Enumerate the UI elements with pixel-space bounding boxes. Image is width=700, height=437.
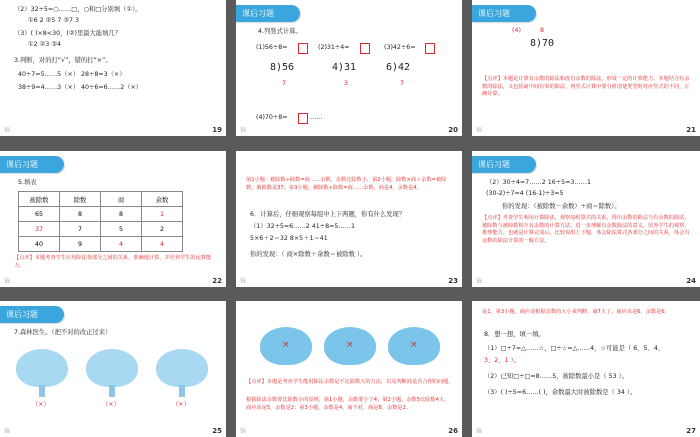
s27-line-5: （3）( )÷5=6……( )，余数最大时被除数是（ 34 ）。 <box>484 389 637 396</box>
footer-mark: 锦 <box>4 278 11 285</box>
s26-mark-3: × <box>410 340 418 350</box>
s19-line-7: 38÷9=4……3（×） 40÷6=6……2（×） <box>18 84 143 91</box>
s20-answer-3: 7 <box>400 80 405 87</box>
s22-note: 【点评】本题考查学生应用除法各部分之间的关系，准确地计算，并培养学生的运算能力。 <box>14 255 212 269</box>
footer-mark: 锦 <box>4 127 11 134</box>
table-cell: 7 <box>60 222 101 237</box>
s21-quotient: 8 <box>540 27 545 34</box>
table-cell: 65 <box>19 207 60 222</box>
page-number: 27 <box>686 427 696 435</box>
table-header: 商 <box>101 192 142 207</box>
page-number: 26 <box>448 427 458 435</box>
tree-icon <box>156 349 208 387</box>
s27-line-3: 3、2、1 ）。 <box>484 357 521 364</box>
slide-23[interactable] <box>236 151 462 287</box>
table-cell: 4 <box>142 237 183 252</box>
s21-note: 【点评】本题是计算有余数的除法和没有余数的除法，形成一定的计算能力。本题结合有余数的除法，又包括商中间有零的除法，列竖式计算中要分析清楚类型时对应竖式的不同，正确计算。 <box>482 76 690 97</box>
s19-line-1: （2）32÷5=○……□，○和□分别填（①）。 <box>14 6 142 13</box>
s24-note: 【点评】考查学生利用计算除法，观察每组算式的关系，得出余数的除法与有余数的除法，被除数与被除数相互有余数的计算方法，进一步理解有余数除法的意义，培养学生的观察、推理能力。也就是计算完成后，比较每组上下题，体会除法算式各部分之间的关系，体会有余数的除法计算的一般方法。 <box>482 215 690 244</box>
answer-box <box>298 113 308 124</box>
s24-line-3: 你的发现：（被除数－余数）÷商＝除数）。 <box>502 203 621 210</box>
slide-header: 课后习题 <box>472 5 536 22</box>
s22-table <box>18 191 183 252</box>
slide-header: 课后习题 <box>0 156 64 173</box>
s19-line-6: 40÷7=5……5（×） 28÷8=3（×） <box>18 71 126 78</box>
page-number: 23 <box>448 277 458 285</box>
s19-line-3: （3）( )×8<30，(②)里最大能填几？ <box>14 30 122 37</box>
page-number: 25 <box>212 427 222 435</box>
s23-note: 第1小题：被除数÷除数=商……余数，余数比除数小，第2小题，除数×商＋余数=被除数，被除数是37；第3小题，被除数÷除数=商……余数，商是4，余数是4。 <box>246 177 447 191</box>
slide-25[interactable] <box>0 301 226 437</box>
s20-division-3: 6)42 <box>386 62 411 73</box>
s27-note: 是1，第3小题，商应该根据余数的大小来判断，商7大了，商应该是6，余数是6。 <box>482 309 670 315</box>
s19-line-5: 3.判断，对的打“√”，错的打“×”。 <box>14 57 112 64</box>
footer-mark: 锦 <box>476 278 483 285</box>
s20-answer-2: 3 <box>344 80 349 87</box>
slide-header: 课后习题 <box>472 156 536 173</box>
s24-line-1: （2）30÷4=7……2 16÷5=3……1 <box>486 179 591 186</box>
s22-title: 5.填表 <box>18 179 37 186</box>
s20-ellipsis: …… <box>310 114 323 121</box>
s19-line-2: ①6 2 ②5 7 ③7 3 <box>28 17 79 24</box>
answer-box <box>425 43 435 54</box>
s25-title: 7.森林医生。（把不对的改正过来） <box>14 329 112 336</box>
footer-mark: 锦 <box>476 428 483 435</box>
page-number: 21 <box>686 126 696 134</box>
footer-mark: 锦 <box>240 127 247 134</box>
slide-26[interactable] <box>236 301 462 437</box>
s20-q2: (2)31÷4= <box>318 44 350 51</box>
table-cell: 1 <box>142 207 183 222</box>
slide-21[interactable] <box>472 0 700 136</box>
s23-line-4: 你的发现：（ 商×除数＋余数＝被除数 ）。 <box>250 251 367 258</box>
s20-answer-1: 7 <box>282 80 287 87</box>
s26-mark-1: × <box>282 340 290 350</box>
slide-24[interactable] <box>472 151 700 287</box>
s25-mark-1: （×） <box>32 401 50 408</box>
trunk-icon <box>179 385 185 397</box>
s27-line-1: 8．想一想，填一填。 <box>484 331 545 338</box>
footer-mark: 锦 <box>476 127 483 134</box>
slide-22[interactable] <box>0 151 226 287</box>
footer-mark: 锦 <box>240 278 247 285</box>
s26-mark-2: × <box>346 340 354 350</box>
trunk-icon <box>39 385 45 397</box>
s27-line-2: （1）□÷7=△……☆，□÷☆=△……4，☆可能是（ 6、5、4、 <box>484 345 665 352</box>
s24-line-2: (30-2)÷7=4 (16-1)÷3=5 <box>486 190 564 197</box>
answer-box <box>360 43 370 54</box>
s20-q3: (3)42÷6= <box>384 44 416 51</box>
tree-icon <box>86 349 138 387</box>
slide-header: 课后习题 <box>0 306 64 323</box>
s26-note-2: 根据除法余数要比除数小的原则，第1小题，余数要小于4；第2小题，余数5比除数4大，商应该是5，余数是2；第3小题，余数是4，商不对，商是8，余数是2。 <box>246 397 450 411</box>
table-header: 被除数 <box>19 192 60 207</box>
s23-line-3: 5×6＋2＝32 8×5＋1＝41 <box>250 235 328 242</box>
page-number: 24 <box>686 277 696 285</box>
footer-mark: 锦 <box>4 428 11 435</box>
table-cell: 5 <box>101 222 142 237</box>
slide-27[interactable] <box>472 301 700 437</box>
s21-label: (4) <box>512 27 521 34</box>
table-header: 余数 <box>142 192 183 207</box>
answer-box <box>298 43 308 54</box>
table-cell: 8 <box>101 207 142 222</box>
s23-line-1: 6．计算后，仔细观察每组中上下两题，你有什么发现？ <box>250 211 406 218</box>
page-number: 19 <box>212 126 222 134</box>
table-cell: 4 <box>101 237 142 252</box>
s20-title: 4.列竖式计算。 <box>258 28 302 35</box>
table-cell: 8 <box>60 207 101 222</box>
s27-line-4: （2）已知□÷□=8……5，被除数最小是（ 53 ）。 <box>484 373 629 380</box>
table-header: 除数 <box>60 192 101 207</box>
footer-mark: 锦 <box>240 428 247 435</box>
s20-division-2: 4)31 <box>332 62 357 73</box>
table-cell: 37 <box>19 222 60 237</box>
slide-19[interactable] <box>0 0 226 136</box>
s19-line-4: ①2 ②3 ③4 <box>28 41 61 48</box>
page-number: 22 <box>212 277 222 285</box>
s21-division: 8)70 <box>530 38 555 49</box>
s20-q4: (4)70÷8= <box>256 114 288 121</box>
tree-icon <box>16 349 68 387</box>
s20-q1: (1)56÷8= <box>256 44 288 51</box>
trunk-icon <box>109 385 115 397</box>
s20-division-1: 8)56 <box>270 62 295 73</box>
table-cell: 40 <box>19 237 60 252</box>
table-cell: 2 <box>142 222 183 237</box>
page-number: 20 <box>448 126 458 134</box>
slide-20[interactable] <box>236 0 462 136</box>
s23-line-2: （1）32÷5=6……2 41÷8=5……1 <box>250 223 355 230</box>
s25-mark-3: （×） <box>172 401 190 408</box>
table-cell: 9 <box>60 237 101 252</box>
s25-mark-2: （×） <box>102 401 120 408</box>
slide-header: 课后习题 <box>236 5 300 22</box>
s26-note: 【点评】本题是考查学生能用除法余数是不比除数大的方法，以及判断商是否合理的问题。 <box>246 379 454 385</box>
